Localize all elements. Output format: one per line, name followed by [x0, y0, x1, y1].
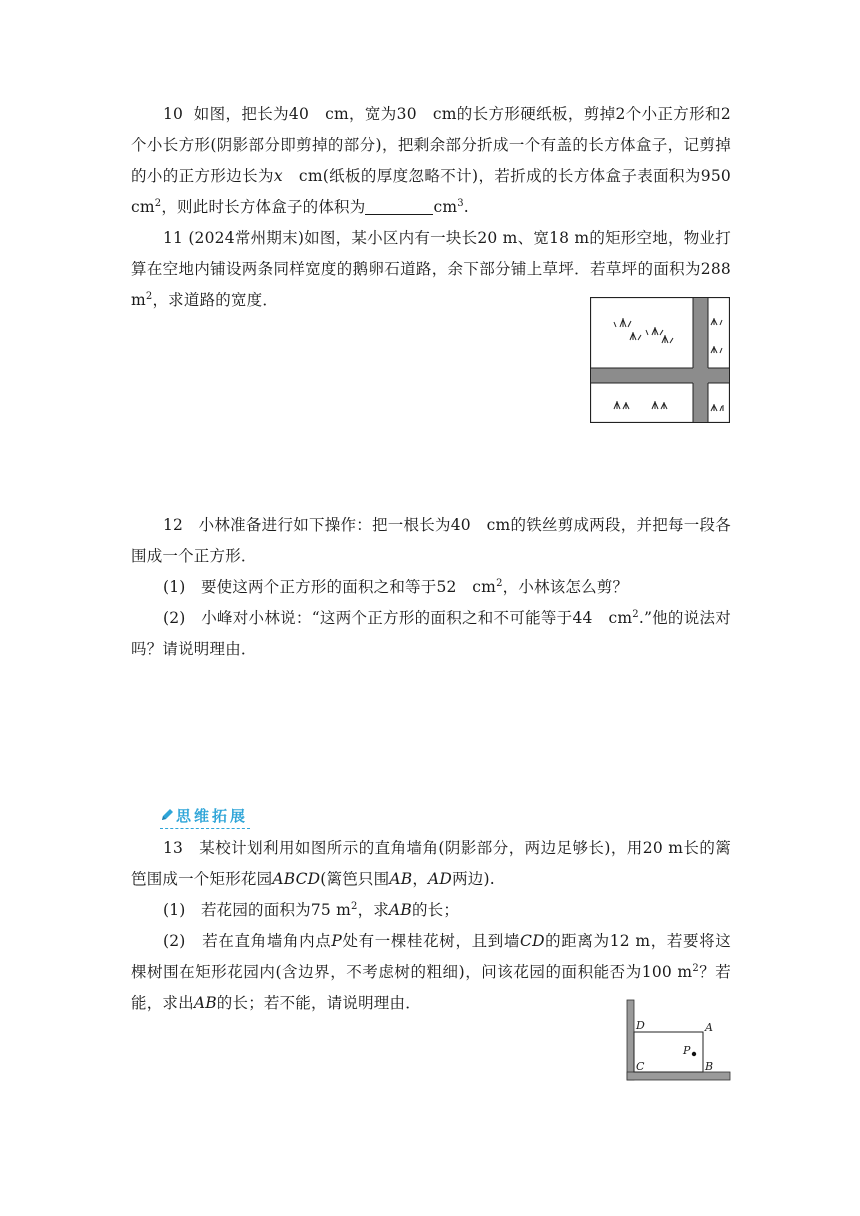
question-text: 两边). — [452, 870, 495, 888]
var-abcd: ABCD — [272, 870, 321, 888]
label-p: P — [683, 1044, 691, 1057]
question-text: 某校计划利用如图所示的直角墙角(阴影部分，两边足够长)，用20 m长的篱笆围成一个矩形花园 — [131, 839, 731, 888]
superscript: 2 — [632, 609, 639, 620]
label-d: D — [636, 1019, 645, 1032]
horizontal-wall — [627, 1072, 730, 1080]
question-text: (篱笆只围 — [320, 870, 390, 888]
part-text: 要使这两个正方形的面积之和等于52 cm — [200, 578, 497, 596]
superscript: 2 — [692, 963, 699, 974]
superscript: 2 — [351, 901, 358, 912]
section-heading — [160, 805, 250, 829]
var-ab: AB — [193, 994, 217, 1012]
period: . — [463, 198, 469, 216]
question-text: ，求道路的宽度． — [152, 291, 279, 309]
question-number: 13 — [163, 839, 184, 857]
part-label: (1) — [163, 578, 186, 596]
var-p: P — [331, 932, 343, 950]
part-text: 处有一棵桂花树，且到墙 — [342, 932, 521, 950]
question-text: (2024常州期末)如图，某小区内有一块长20 m、宽18 m的矩形空地，物业打算在空地内铺设两条同样宽度的鹅卵石道路，余下部分铺上草坪．若草坪的面积为288 m — [131, 229, 731, 309]
question-10 — [131, 99, 747, 223]
tree-point — [692, 1052, 696, 1056]
label-c: C — [636, 1060, 645, 1073]
part-text: .”他的说法对吗？请说明理由． — [131, 609, 731, 658]
superscript: 3 — [457, 198, 464, 209]
superscript: 2 — [496, 578, 503, 589]
horizontal-road — [591, 368, 729, 383]
var-ad: AD — [428, 870, 453, 888]
question-12-part-1 — [131, 572, 763, 603]
question-number: 10 — [163, 105, 184, 123]
part-label: (2) — [163, 932, 186, 950]
vertical-road — [693, 298, 708, 422]
var-cd: CD — [520, 932, 545, 950]
question-text: 如图，把长为40 cm，宽为30 cm的长方形硬纸板，剪掉2个小正方形和2个小长方形(阴影部分即剪掉的部分)，把剩余部分折成一个有盖的长方体盒子，记剪掉的小的正方形边长为 — [131, 105, 731, 185]
variable-x: x — [273, 167, 283, 185]
question-12-part-2 — [131, 603, 731, 665]
part-text: ，小林该怎么剪？ — [502, 578, 629, 596]
question-12 — [131, 510, 731, 572]
pencil-icon — [160, 808, 174, 822]
part-text: 的长； — [411, 901, 460, 919]
part-label: (1) — [163, 901, 186, 919]
part-text: 若花园的面积为75 m — [200, 901, 352, 919]
question-number: 12 — [163, 516, 184, 534]
question-text: cm(纸板的厚度忽略不计)，若折成的长方体盒子表面积为950 cm — [131, 167, 747, 216]
unit: cm — [433, 198, 458, 216]
label-b: B — [705, 1060, 714, 1073]
part-text: ，求 — [357, 901, 389, 919]
vertical-wall — [627, 1000, 634, 1080]
question-13 — [131, 833, 731, 895]
part-label: (2) — [163, 609, 186, 627]
label-a: A — [705, 1021, 713, 1034]
answer-blank[interactable] — [365, 200, 433, 215]
part-text: 小峰对小林说：“这两个正方形的面积之和不可能等于44 cm — [201, 609, 633, 627]
question-text: 小林准备进行如下操作：把一根长为40 cm的铁丝剪成两段，并把每一段各围成一个正方形． — [131, 516, 731, 565]
part-text: 的长；若不能，请说明理由． — [216, 994, 421, 1012]
comma: ， — [412, 870, 429, 888]
var-ab: AB — [389, 870, 413, 888]
lawn-road-figure — [590, 297, 730, 423]
part-text: 若在直角墙角内点 — [202, 932, 332, 950]
var-ab: AB — [388, 901, 412, 919]
section-title: 思维拓展 — [176, 807, 249, 825]
question-number: 11 — [163, 229, 184, 247]
garden-corner-figure — [626, 999, 732, 1081]
superscript: 2 — [145, 291, 153, 302]
part-text: 的距离为12 m，若要将这棵树围在矩形花园内(含边界，不考虑树的粗细)，问该花园的面积能否为100 m — [131, 932, 731, 981]
superscript: 2 — [154, 198, 162, 209]
part-text: ？若能，求出 — [131, 963, 732, 1012]
question-13-part-1 — [131, 895, 763, 926]
question-text: ，则此时长方体盒子的体积为 — [161, 198, 366, 216]
